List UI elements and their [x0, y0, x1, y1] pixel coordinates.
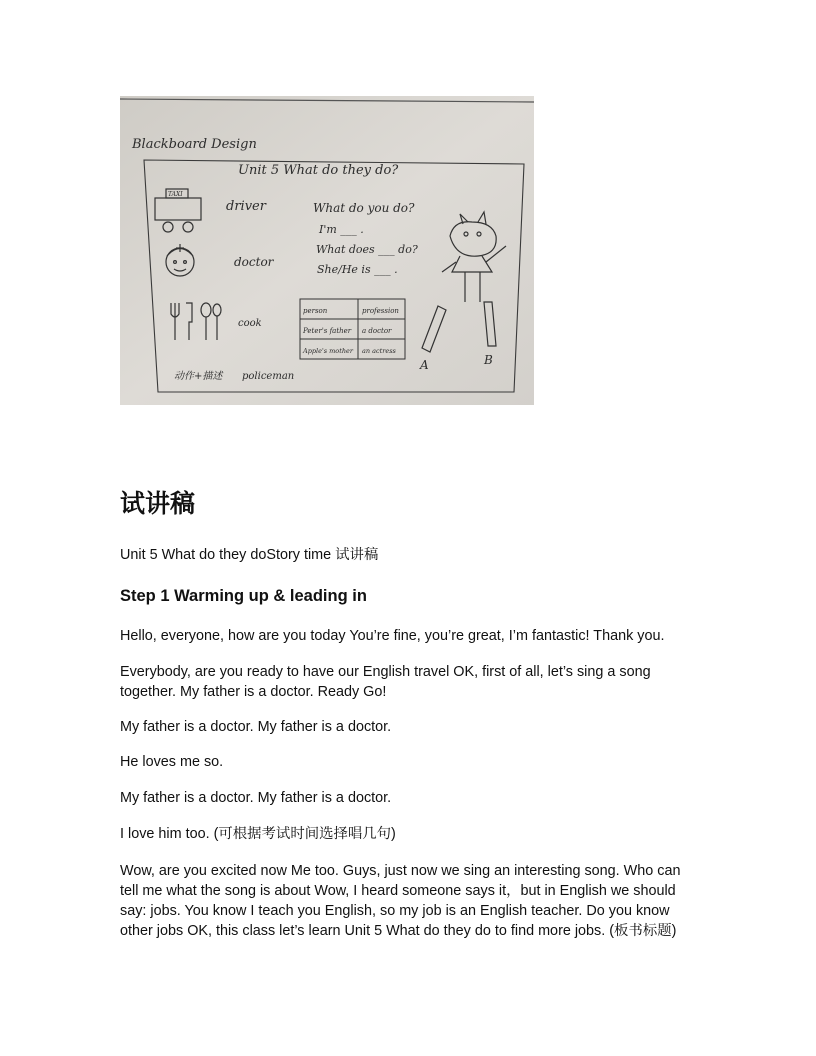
- heading-text: Blackboard Design: [132, 137, 257, 152]
- paragraph-7: Wow, are you excited now Me too. Guys, just now we sing an interesting song. Who can tell me what the song is about Wow, I heard someone says it，but in English we should say: jobs. You know I teach you English, so my job is an English teacher. Do you know other jobs OK, this class let’s learn Unit 5 What do they do to find more jobs. (板书标题): [120, 863, 681, 939]
- blackboard-design-photo: [120, 96, 534, 405]
- job-doctor: doctor: [234, 255, 274, 269]
- sentence-1: What do you do?: [313, 201, 415, 215]
- blackboard-sketch: [120, 96, 534, 405]
- unit-title-text: Unit 5 What do they do?: [238, 163, 399, 178]
- job-policeman: policeman: [242, 371, 295, 382]
- paragraph-4: He loves me so.: [120, 754, 224, 770]
- sentence-4: She/He is ___ .: [317, 263, 398, 276]
- paragraph-5: My father is a doctor. My father is a doctor.: [120, 790, 392, 806]
- table-cell-1-1: Peter's father: [303, 327, 352, 335]
- sentence-3: What does ___ do?: [316, 243, 418, 256]
- job-cook: cook: [238, 318, 262, 329]
- paragraph-1: Hello, everyone, how are you today You’re fine, you’re great, I’m fantastic! Thank you.: [120, 628, 665, 644]
- paragraph-3: My father is a doctor. My father is a doctor.: [120, 719, 392, 735]
- taxi-sign: TAXI: [168, 191, 183, 198]
- table-cell-1-2: a doctor: [362, 327, 392, 335]
- label-a: A: [420, 358, 429, 372]
- label-b: B: [484, 353, 493, 367]
- step1-heading: Step 1 Warming up & leading in: [120, 587, 367, 605]
- table-header-profession: profession: [362, 307, 399, 315]
- paragraph-6: I love him too. (可根据考试时间选择唱几句): [120, 826, 396, 842]
- paragraph-2: Everybody, are you ready to have our English travel OK, first of all, let’s sing a song together. My father is a doctor. Ready Go!: [120, 664, 651, 700]
- table-header-person: person: [303, 307, 328, 315]
- job-driver: driver: [226, 199, 266, 214]
- table-cell-2-1: Apple's mother: [303, 347, 353, 355]
- bottom-note: 动作+描述: [174, 371, 223, 382]
- subtitle: Unit 5 What do they doStory time 试讲稿: [120, 547, 379, 563]
- page-title: 试讲稿: [120, 489, 196, 518]
- table-cell-2-2: an actress: [362, 347, 396, 355]
- sentence-2: I'm ___ .: [319, 223, 364, 236]
